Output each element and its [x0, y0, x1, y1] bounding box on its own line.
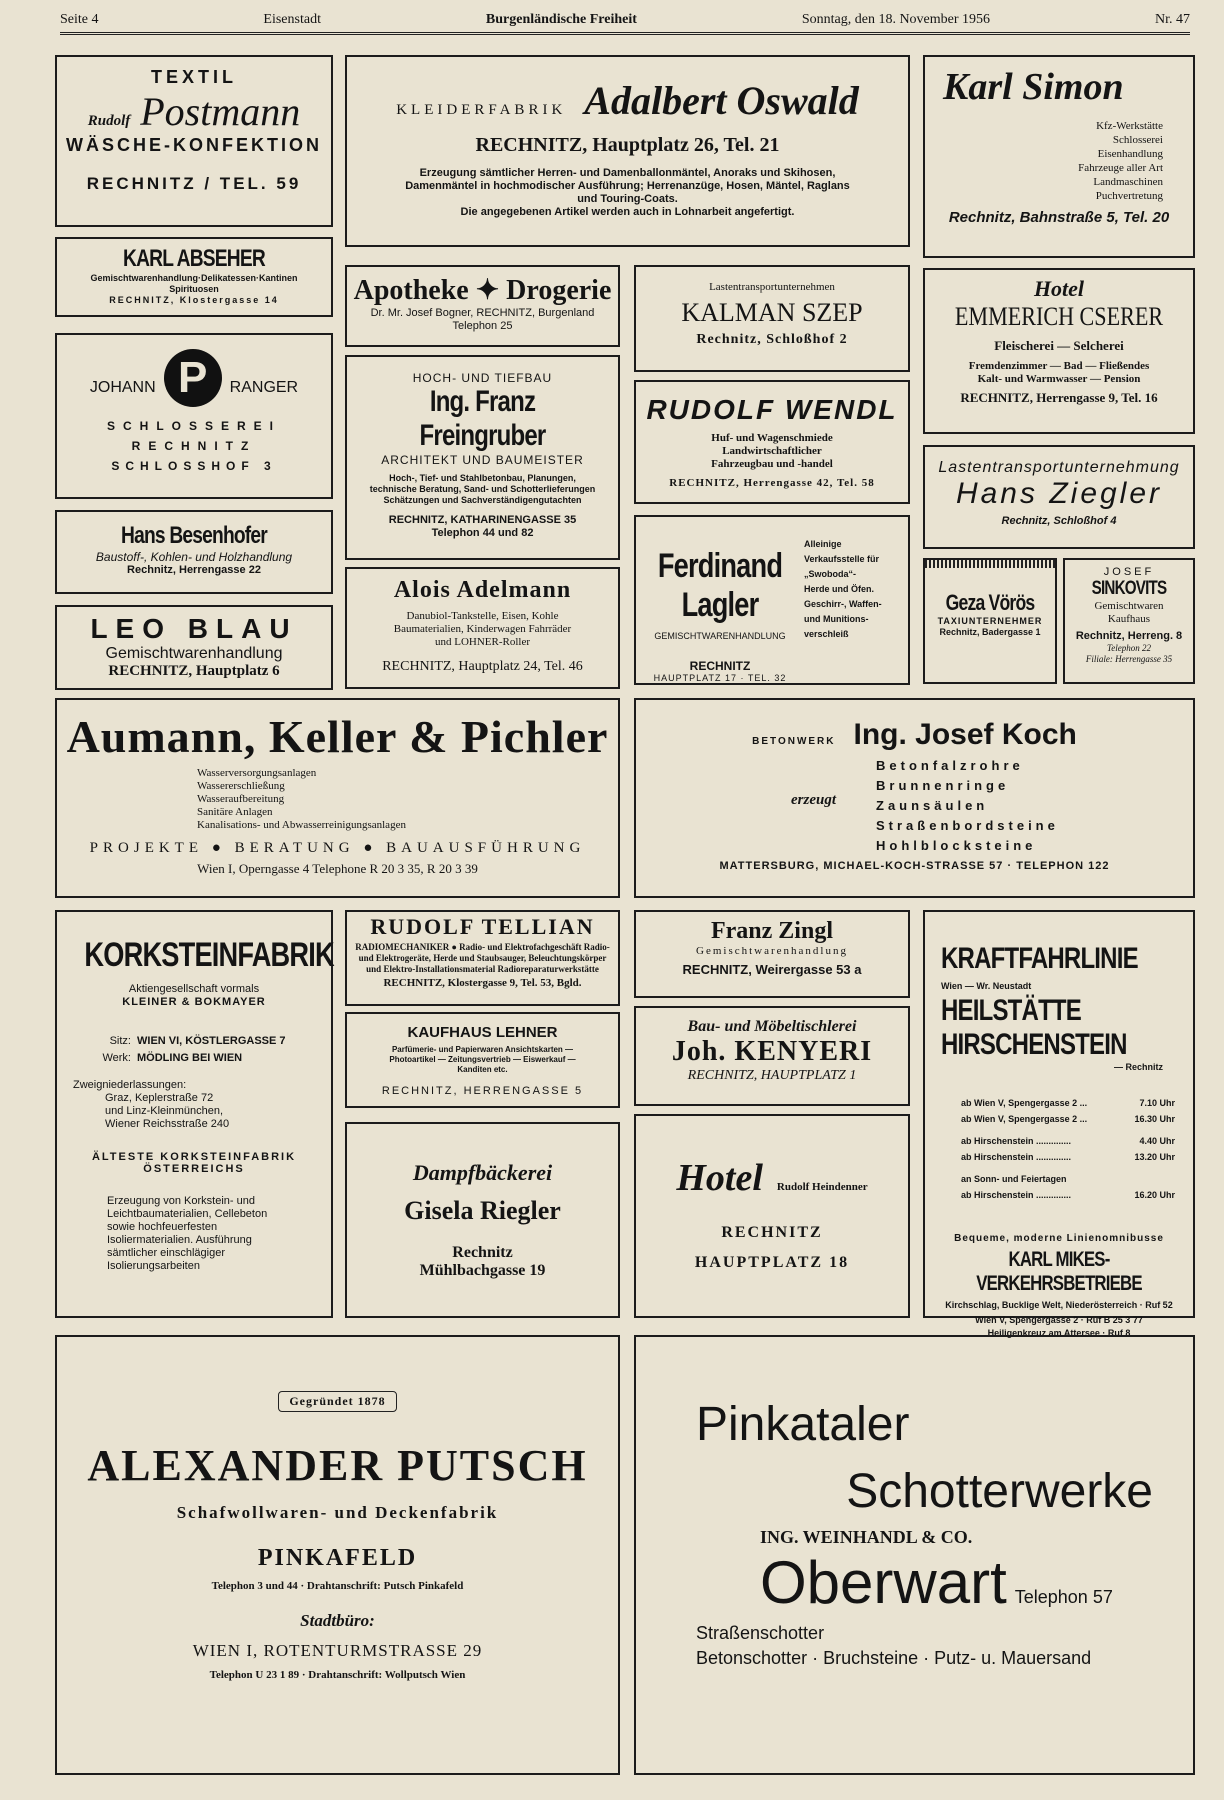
- date: Sonntag, den 18. November 1956: [801, 12, 991, 27]
- ziegler-address: Rechnitz, Schloßhof 4: [1001, 515, 1117, 527]
- lehner-text: Parfümerie- und Papierwaren Ansichtskarten — Photoartikel — Zeitungsvertrieb — Eiswerkauf — Kanditen etc.: [389, 1045, 576, 1074]
- ad-voros: [923, 558, 1057, 684]
- aumann-name: Aumann, Keller & Pichler: [66, 711, 609, 762]
- abseher-line1: Gemischtwarenhandlung·Delikatessen·Kantinen: [90, 273, 298, 283]
- kork-name: KORKSTEINFABRIK: [84, 936, 334, 974]
- koch-kind: BETONWERK: [752, 736, 836, 747]
- putsch-phone: Telephon 3 und 44 · Drahtanschrift: Putsch Pinkafeld: [211, 1580, 464, 1592]
- ad-abseher: [55, 237, 333, 317]
- page-header: [60, 8, 1190, 35]
- kraft-time-label: ab Wien V, Spengergasse 2 ...: [961, 1114, 1088, 1124]
- ad-sinkovits: [1063, 558, 1195, 684]
- freingruber-title: ARCHITEKT UND BAUMEISTER: [381, 453, 584, 467]
- kork-work: MÖDLING BEI WIEN: [137, 1052, 243, 1064]
- kraft-time-label: ab Wien V, Spengergasse 2 ...: [961, 1098, 1088, 1108]
- tellian-text: RADIOMECHANIKER ● Radio- und Elektrofachgeschäft Radio- und Elektrogeräte, Herde und Staubsauger, Beleuchtungskörper und Elektro-Installationsmaterial Radioreparaturwerkstätte: [355, 942, 610, 974]
- hotel18-address: HAUPTPLATZ 18: [694, 1254, 850, 1271]
- koch-product: Hohlblocksteine: [876, 838, 1037, 853]
- kraft-addr1: Kirchschlag, Bucklige Welt, Niederösterreich · Ruf 52: [945, 1300, 1173, 1310]
- kraft-time: 13.20 Uhr: [1134, 1152, 1175, 1162]
- simon-line: Landmaschinen: [1093, 176, 1163, 188]
- pinka-l2: Schotterwerke: [846, 1465, 1153, 1518]
- simon-line: Fahrzeuge aller Art: [1078, 162, 1163, 174]
- tellian-name: RUDOLF TELLIAN: [370, 914, 595, 939]
- ad-postmann: [55, 55, 333, 227]
- szep-name: KALMAN SZEP: [681, 298, 863, 327]
- kraft-time-label: ab Hirschenstein ..............: [961, 1190, 1072, 1200]
- lagler-side: Geschirr-, Waffen-: [804, 599, 882, 609]
- blau-address: RECHNITZ, Hauptplatz 6: [108, 663, 280, 679]
- putsch-office: Stadtbüro:: [300, 1611, 375, 1630]
- kraft-time-label: ab Hirschenstein ..............: [961, 1136, 1072, 1146]
- aumann-list-item: Wassererschließung: [197, 780, 285, 792]
- aumann-phone: Telephone R 20 3 35, R 20 3 39: [312, 861, 478, 876]
- adelmann-name: Alois Adelmann: [393, 577, 572, 603]
- pranger-initial-logo: P: [164, 349, 222, 407]
- emmerich-line3: Kalt- und Warmwasser — Pension: [977, 373, 1141, 385]
- postmann-place: RECHNITZ / TEL. 59: [86, 174, 302, 193]
- kraft-time: 16.20 Uhr: [1134, 1190, 1175, 1200]
- kork-work-label: Werk:: [102, 1052, 131, 1064]
- wendl-l3: Fahrzeugbau und -handel: [711, 458, 833, 470]
- kraft-title1b: Wien — Wr. Neustadt: [941, 981, 1032, 991]
- riegler-kind: Dampfbäckerei: [412, 1160, 553, 1185]
- ad-lagler: [634, 515, 910, 685]
- simon-line: Kfz-Werkstätte: [1096, 120, 1163, 132]
- ad-apotheke: [345, 265, 620, 347]
- sinkovits-phone: Telephon 22: [1107, 643, 1151, 653]
- ad-kork: [55, 910, 333, 1318]
- ad-putsch: [55, 1335, 620, 1775]
- zingl-kind: Gemischtwarenhandlung: [696, 945, 848, 957]
- sinkovits-first: JOSEF: [1103, 566, 1155, 578]
- kraft-time-label: ab Hirschenstein ..............: [961, 1152, 1072, 1162]
- ad-kraftfahrlinie: [923, 910, 1195, 1338]
- zingl-address: RECHNITZ, Weirergasse 53 a: [682, 962, 862, 977]
- lagler-place: RECHNITZ: [689, 659, 751, 673]
- apotheke-title: Apotheke ✦ Drogerie: [353, 275, 612, 306]
- voros-line2: Rechnitz, Badergasse 1: [939, 627, 1041, 637]
- voros-name: Geza Vörös: [945, 590, 1035, 615]
- adelmann-text: Danubiol-Tankstelle, Eisen, Kohle Baumaterialien, Kinderwagen Fahrräder und LOHNER-Roller: [393, 610, 572, 648]
- lagler-side: Herde und Öfen.: [804, 584, 875, 594]
- lagler-address: HAUPTPLATZ 17 · TEL. 32: [653, 673, 787, 683]
- ad-blau: [55, 605, 333, 690]
- ad-pranger: [55, 333, 333, 499]
- kork-owners: KLEINER & BOKMAYER: [122, 996, 266, 1008]
- freingruber-address: RECHNITZ, KATHARINENGASSE 35: [388, 514, 577, 526]
- ad-besenhofer: [55, 510, 333, 594]
- lehner-address: RECHNITZ, HERRENGASSE 5: [381, 1085, 584, 1097]
- kork-branch: Graz, Keplerstraße 72: [105, 1092, 214, 1104]
- oswald-name: Adalbert Oswald: [584, 78, 859, 123]
- pinka-place: Oberwart: [760, 1549, 1007, 1616]
- hotel18-hotel: Hotel: [676, 1157, 763, 1199]
- besenhofer-line: Baustoff-, Kohlen- und Holzhandlung: [95, 550, 293, 564]
- besenhofer-name: Hans Besenhofer: [121, 522, 267, 549]
- ad-oswald: [345, 55, 910, 247]
- lagler-kind: GEMISCHTWARENHANDLUNG: [654, 631, 786, 641]
- aumann-list-item: Sanitäre Anlagen: [197, 806, 273, 818]
- aumann-list-item: Wasserversorgungsanlagen: [197, 767, 317, 779]
- blau-kind: Gemischtwarenhandlung: [105, 645, 283, 662]
- lagler-side: Alleinige: [804, 539, 842, 549]
- postmann-first: Rudolf: [87, 113, 131, 129]
- oswald-kind: KLEIDERFABRIK: [396, 102, 567, 118]
- kraft-slogan: Bequeme, moderne Linienomnibusse: [954, 1233, 1164, 1244]
- kraft-company: KARL MIKES-VERKEHRSBETRIEBE: [976, 1248, 1142, 1295]
- pinka-owner: ING. WEINHANDL & CO.: [760, 1527, 973, 1547]
- ad-pinkataler: [634, 1335, 1195, 1775]
- wendl-l2: Landwirtschaftlicher: [722, 445, 822, 457]
- kraft-addr3: Heiligenkreuz am Attersee · Ruf 8: [987, 1328, 1131, 1338]
- ziegler-name: Hans Ziegler: [955, 477, 1163, 510]
- ad-wendl: [634, 380, 910, 504]
- pranger-l2: RECHNITZ: [131, 439, 257, 453]
- besenhofer-address: Rechnitz, Herrengasse 22: [127, 564, 261, 576]
- sinkovits-branch: Filiale: Herrengasse 35: [1085, 654, 1173, 664]
- kraft-time: 7.10 Uhr: [1139, 1098, 1175, 1108]
- oswald-address: RECHNITZ, Hauptplatz 26, Tel. 21: [475, 134, 780, 156]
- szep-address: Rechnitz, Schloßhof 2: [696, 332, 848, 347]
- kork-branches-label: Zweigniederlassungen:: [73, 1079, 187, 1091]
- lagler-side: verschleiß: [804, 629, 849, 639]
- freingruber-phone: Telephon 44 und 82: [431, 527, 534, 539]
- oswald-text: Erzeugung sämtlicher Herren- und Damenballonmäntel, Anoraks und Skihosen, Damenmäntel in hochmodischer Ausführung; Herrenanzüge, Hosen, Mäntel, Raglans und Touring-Coats.: [405, 167, 850, 205]
- abseher-place: RECHNITZ, Klostergasse 14: [109, 295, 279, 305]
- abseher-name: KARL ABSEHER: [123, 245, 265, 272]
- lagler-side: „Swoboda“-: [804, 569, 856, 579]
- kork-branch: Wiener Reichsstraße 240: [105, 1118, 230, 1130]
- sinkovits-kind2: Kaufhaus: [1107, 613, 1151, 625]
- kenyeri-name: Joh. KENYERI: [671, 1036, 873, 1067]
- kraft-title2: HEILSTÄTTE HIRSCHENSTEIN: [941, 994, 1127, 1061]
- lehner-name: KAUFHAUS LEHNER: [407, 1024, 558, 1041]
- postmann-line: WÄSCHE-KONFEKTION: [66, 135, 322, 155]
- city: Eisenstadt: [263, 12, 321, 27]
- wendl-name: RUDOLF WENDL: [646, 394, 898, 425]
- sinkovits-name: SINKOVITS: [1091, 578, 1167, 599]
- putsch-address: WIEN I, ROTENTURMSTRASSE 29: [192, 1641, 483, 1660]
- decor-bar: [925, 560, 1055, 568]
- kraft-addr2: Wien V, Spengergasse 2 · Ruf B 25 3 77: [975, 1315, 1143, 1325]
- zingl-name: Franz Zingl: [710, 918, 833, 944]
- pinka-l1: Pinkataler: [696, 1398, 910, 1451]
- issue: Nr. 47: [1154, 12, 1190, 27]
- emmerich-name: EMMERICH CSERER: [954, 302, 1164, 331]
- ad-ziegler: [923, 445, 1195, 549]
- blau-name: LEO BLAU: [90, 613, 298, 644]
- oswald-text2: Die angegebenen Artikel werden auch in Lohnarbeit angefertigt.: [460, 206, 795, 218]
- putsch-kind: Schafwollwaren- und Deckenfabrik: [176, 1503, 499, 1522]
- paper-name: Burgenländische Freiheit: [485, 12, 637, 27]
- hotel18-place: RECHNITZ: [721, 1224, 823, 1241]
- kraft-time: 16.30 Uhr: [1134, 1114, 1175, 1124]
- aumann-address: Wien I, Operngasse 4: [197, 861, 310, 876]
- freingruber-kind: HOCH- UND TIEFBAU: [412, 371, 553, 385]
- aumann-list-item: Wasseraufbereitung: [197, 793, 285, 805]
- ad-emmerich: [923, 268, 1195, 434]
- hotel18-owner: Rudolf Heindenner: [776, 1181, 868, 1193]
- kork-seat-label: Sitz:: [109, 1035, 131, 1047]
- emmerich-address: RECHNITZ, Herrengasse 9, Tel. 16: [960, 390, 1158, 405]
- simon-lines: [925, 119, 1193, 203]
- ad-freingruber: [345, 355, 620, 560]
- kork-branch: und Linz-Kleinmünchen,: [105, 1105, 224, 1117]
- emmerich-line2: Fremdenzimmer — Bad — Fließendes: [968, 360, 1150, 372]
- pinka-phone: Telephon 57: [1014, 1587, 1113, 1607]
- putsch-founded: Gegründet 1878: [278, 1391, 396, 1412]
- lagler-name: Ferdinand Lagler: [657, 547, 783, 624]
- pranger-l3: SCHLOSSHOF 3: [111, 459, 277, 473]
- kork-text: Erzeugung von Korkstein- und Leichtbaumaterialien, Cellebeton sowie hochfeuerfesten Isoliermaterialien. Ausführung sämtlicher einschlägiger Isolierungsarbeiten: [107, 1195, 268, 1272]
- ad-adelmann: [345, 567, 620, 689]
- simon-line: Eisenhandlung: [1097, 148, 1163, 160]
- freingruber-name: Ing. Franz Freingruber: [419, 385, 546, 452]
- simon-line: Schlosserei: [1112, 134, 1163, 146]
- aumann-list-item: Kanalisations- und Abwasserreinigungsanlagen: [197, 819, 406, 831]
- kork-formerly: Aktiengesellschaft vormals: [128, 983, 260, 995]
- postmann-name: Postmann: [140, 89, 301, 134]
- ad-riegler: [345, 1122, 620, 1318]
- riegler-name: Gisela Riegler: [404, 1196, 561, 1225]
- page-number: Seite 4: [60, 12, 99, 27]
- kork-oldest: ÄLTESTE KORKSTEINFABRIK ÖSTERREICHS: [91, 1151, 297, 1175]
- ad-szep: [634, 265, 910, 372]
- ad-simon: [923, 55, 1195, 258]
- kraft-time: 4.40 Uhr: [1139, 1136, 1175, 1146]
- emmerich-line1: Fleischerei — Selcherei: [994, 338, 1124, 353]
- simon-address: Rechnitz, Bahnstraße 5, Tel. 20: [948, 209, 1170, 226]
- lagler-side: und Munitions-: [804, 614, 869, 624]
- kork-seat: WIEN VI, KÖSTLERGASSE 7: [137, 1035, 286, 1047]
- kenyeri-kind: Bau- und Möbeltischlerei: [687, 1018, 857, 1035]
- putsch-name: ALEXANDER PUTSCH: [87, 1441, 588, 1490]
- kraft-title1: KRAFTFAHRLINIE: [941, 942, 1138, 975]
- tellian-address: RECHNITZ, Klostergasse 9, Tel. 53, Bgld.: [383, 977, 582, 989]
- apotheke-line2: Telephon 25: [452, 320, 513, 332]
- koch-product: Zaunsäulen: [876, 798, 989, 813]
- wendl-address: RECHNITZ, Herrengasse 42, Tel. 58: [669, 477, 875, 489]
- simon-line: Puchvertretung: [1095, 190, 1163, 202]
- kenyeri-address: RECHNITZ, HAUPTPLATZ 1: [687, 1068, 857, 1083]
- riegler-place: Rechnitz: [452, 1244, 513, 1261]
- koch-product: Betonfalzrohre: [876, 758, 1024, 773]
- pinka-p1: Straßenschotter: [696, 1623, 825, 1643]
- pranger-rest: RANGER: [229, 379, 299, 396]
- aumann-services: PROJEKTE ● BERATUNG ● BAUAUSFÜHRUNG: [89, 840, 586, 856]
- ad-hotel-heindenner: [634, 1114, 910, 1318]
- koch-product: Brunnenringe: [876, 778, 1010, 793]
- szep-kind: Lastentransportunternehmen: [709, 281, 835, 293]
- kraft-timetable: [961, 1095, 1175, 1203]
- apotheke-line1: Dr. Mr. Josef Bogner, RECHNITZ, Burgenland: [370, 307, 595, 319]
- pinka-p2: Betonschotter · Bruchsteine · Putz- u. Mauersand: [696, 1648, 1092, 1668]
- koch-name: Ing. Josef Koch: [853, 718, 1077, 751]
- putsch-place: PINKAFELD: [257, 1545, 418, 1571]
- lagler-side: Verkaufsstelle für: [804, 554, 880, 564]
- abseher-line2: Spirituosen: [169, 284, 219, 294]
- sinkovits-address: Rechnitz, Herreng. 8: [1075, 630, 1183, 642]
- putsch-phone2: Telephon U 23 1 89 · Drahtanschrift: Wollputsch Wien: [209, 1669, 466, 1681]
- emmerich-hotel: Hotel: [1033, 276, 1085, 301]
- postmann-textil: TEXTIL: [151, 67, 237, 87]
- kraft-time-label: an Sonn- und Feiertagen: [961, 1174, 1067, 1184]
- koch-verb: erzeugt: [791, 792, 836, 808]
- simon-name: Karl Simon: [943, 66, 1124, 108]
- koch-address: MATTERSBURG, MICHAEL-KOCH-STRASSE 57 · TELEPHON 122: [719, 860, 1110, 872]
- koch-product: Straßenbordsteine: [876, 818, 1059, 833]
- pranger-first: JOHANN: [89, 379, 156, 396]
- ad-aumann: [55, 698, 620, 898]
- pranger-l1: SCHLOSSEREI: [106, 419, 281, 433]
- ad-tellian: [345, 910, 620, 1006]
- ad-kenyeri: [634, 1006, 910, 1106]
- ad-lehner: [345, 1012, 620, 1108]
- ziegler-kind: Lastentransportunternehmung: [938, 459, 1180, 476]
- ad-zingl: [634, 910, 910, 998]
- adelmann-address: RECHNITZ, Hauptplatz 24, Tel. 46: [382, 659, 583, 674]
- ad-koch: [634, 698, 1195, 898]
- riegler-address: Mühlbachgasse 19: [419, 1262, 546, 1279]
- voros-line1: TAXIUNTERNEHMER: [937, 616, 1043, 626]
- kraft-title2b: — Rechnitz: [1113, 1062, 1163, 1072]
- wendl-l1: Huf- und Wagenschmiede: [711, 432, 833, 444]
- sinkovits-kind: Gemischtwaren: [1094, 600, 1164, 612]
- freingruber-text: Hoch-, Tief- und Stahlbetonbau, Planungen, technische Beratung, Sand- und Schotterlieferungen Schätzungen und Sachverständigengutachten: [369, 473, 596, 505]
